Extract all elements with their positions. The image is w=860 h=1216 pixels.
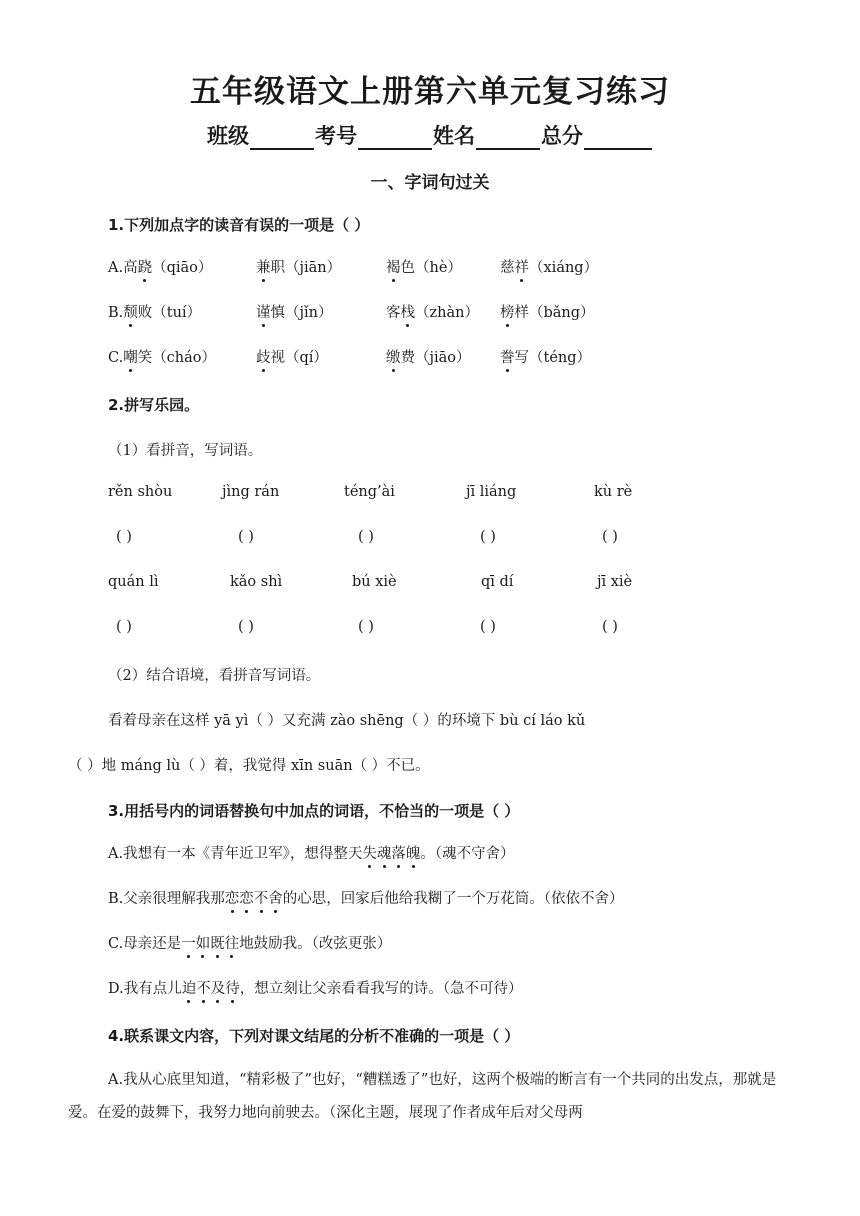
word-part: 费 xyxy=(400,350,415,366)
pinyin-item: qī dí xyxy=(481,574,514,590)
dotted-char: 恋 xyxy=(239,887,254,908)
dotted-char: 兼 xyxy=(256,256,271,277)
dotted-char: 祥 xyxy=(515,256,530,277)
q1-option-c-word xyxy=(500,346,591,367)
question-2-sub2: （2）结合语境，看拼音写词语。 xyxy=(108,668,321,684)
option-text: C.母亲还是 xyxy=(108,936,182,952)
question-2-sub1: （1）看拼音，写词语。 xyxy=(108,443,263,459)
word-part: 色 xyxy=(400,260,415,276)
question-1-stem: 1.下列加点字的读音有误的一项是（ ） xyxy=(108,216,370,234)
option-text: B.父亲很理解我那 xyxy=(108,891,225,907)
option-text: A.我想有一本《青年近卫军》，想得整天 xyxy=(108,846,363,862)
answer-bracket[interactable]: ( ) xyxy=(116,619,132,635)
dotted-char: 歧 xyxy=(256,346,271,367)
pinyin: （xiáng） xyxy=(529,260,599,276)
dotted-char: 不 xyxy=(254,887,269,908)
dotted-char: 栈 xyxy=(401,301,416,322)
dotted-char: 及 xyxy=(211,977,226,998)
word-part: 慈 xyxy=(500,260,515,276)
name-blank[interactable] xyxy=(476,126,540,150)
answer-bracket[interactable]: ( ) xyxy=(358,529,374,545)
q3-option xyxy=(108,887,624,908)
answer-bracket[interactable]: ( ) xyxy=(358,619,374,635)
q1-option-a-word xyxy=(108,256,212,277)
page-title: 五年级语文上册第六单元复习练习 xyxy=(190,74,670,110)
student-info-line xyxy=(0,120,860,150)
word-part: 败 xyxy=(137,305,153,321)
dotted-char: 一 xyxy=(181,932,196,953)
context-line-2: （ ）地 máng lù（ ）着，我觉得 xīn suān（ ）不已。 xyxy=(68,758,430,774)
pinyin-item: jī liáng xyxy=(466,484,517,500)
q1-option-a-word xyxy=(256,256,341,277)
pinyin-item: kǎo shì xyxy=(230,574,283,590)
dotted-char: 不 xyxy=(196,977,211,998)
dotted-char: 誊 xyxy=(500,346,515,367)
dotted-char: 跷 xyxy=(138,256,153,277)
answer-bracket[interactable]: ( ) xyxy=(602,529,618,545)
dotted-char: 谨 xyxy=(256,301,271,322)
pinyin-item: kù rè xyxy=(594,484,633,500)
dotted-char: 往 xyxy=(225,932,240,953)
dotted-char: 缴 xyxy=(386,346,401,367)
pinyin: （jǐn） xyxy=(285,305,333,321)
score-blank[interactable] xyxy=(584,126,652,150)
dotted-char: 恋 xyxy=(225,887,240,908)
pinyin: （jiān） xyxy=(285,260,342,276)
question-4-option-a: A.我从心底里知道，“精彩极了”也好，“糟糕透了”也好，这两个极端的断言有一个共同的出发点，那就是爱。在爱的鼓舞下，我努力地向前驶去。（深化主题，展现了作者成年后对父母两 xyxy=(68,1072,777,1121)
answer-bracket[interactable]: ( ) xyxy=(480,619,496,635)
context-line-1: 看着母亲在这样 yā yì（ ）又充满 zào shēng（ ）的环境下 bù cí láo kǔ xyxy=(108,713,586,729)
dotted-char: 失 xyxy=(362,842,377,863)
question-2-stem: 2.拼写乐园。 xyxy=(108,396,200,414)
option-text: 。（魂不守舍） xyxy=(420,846,515,862)
dotted-char: 既 xyxy=(210,932,225,953)
pinyin: （jiāo） xyxy=(415,350,471,366)
q1-option-b-word xyxy=(256,301,332,322)
option-text: 的心思，回家后他给我糊了一个万花筒。（依依不舍） xyxy=(282,891,624,907)
pinyin: （qí） xyxy=(285,350,328,366)
pinyin-item: rěn shòu xyxy=(108,484,173,500)
q1-option-a-word xyxy=(500,256,598,277)
word-part: 职 xyxy=(270,260,285,276)
pinyin: （hè） xyxy=(415,260,462,276)
dotted-char: 待 xyxy=(225,977,240,998)
dotted-char: 颓 xyxy=(123,301,138,322)
q1-option-b-word xyxy=(386,301,479,322)
q3-option xyxy=(108,932,391,953)
option-letter: C. xyxy=(108,350,124,366)
pinyin: （téng） xyxy=(529,350,592,366)
dotted-char: 舍 xyxy=(268,887,283,908)
dotted-char: 嘲 xyxy=(123,346,138,367)
answer-bracket[interactable]: ( ) xyxy=(238,619,254,635)
word-part: 客 xyxy=(386,305,401,321)
word-part: 笑 xyxy=(137,350,153,366)
option-text: 地鼓励我。（改弦更张） xyxy=(239,936,392,952)
answer-bracket[interactable]: ( ) xyxy=(480,529,496,545)
dotted-char: 迫 xyxy=(182,977,197,998)
pinyin: （tuí） xyxy=(152,305,202,321)
q1-option-c-word xyxy=(386,346,471,367)
option-text: D.我有点儿 xyxy=(108,981,182,997)
q1-option-c-word xyxy=(256,346,328,367)
pinyin: （bǎng） xyxy=(529,305,595,321)
dotted-char: 魂 xyxy=(377,842,392,863)
word-part: 慎 xyxy=(270,305,285,321)
dotted-char: 如 xyxy=(196,932,211,953)
word-part: 样 xyxy=(514,305,529,321)
answer-bracket[interactable]: ( ) xyxy=(116,529,132,545)
pinyin: （cháo） xyxy=(152,350,217,366)
pinyin-item: bú xiè xyxy=(352,574,397,590)
name-label: 姓名 xyxy=(433,124,475,148)
q1-option-b-word xyxy=(500,301,595,322)
pinyin: （qiāo） xyxy=(152,260,213,276)
q3-option xyxy=(108,977,522,998)
option-letter: A. xyxy=(108,260,124,276)
question-3-stem: 3.用括号内的词语替换句中加点的词语，不恰当的一项是（ ） xyxy=(108,802,520,820)
score-label: 总分 xyxy=(541,124,583,148)
dotted-char: 落 xyxy=(391,842,406,863)
q1-option-b-word xyxy=(108,301,201,322)
pinyin-item: téng’ài xyxy=(344,484,395,500)
class-blank[interactable] xyxy=(250,126,314,150)
number-label: 考号 xyxy=(315,124,357,148)
question-4-stem: 4.联系课文内容，下列对课文结尾的分析不准确的一项是（ ） xyxy=(108,1027,520,1045)
pinyin-item: quán lì xyxy=(108,574,159,590)
answer-bracket[interactable]: ( ) xyxy=(602,619,618,635)
word-part: 写 xyxy=(514,350,529,366)
class-label: 班级 xyxy=(207,124,249,148)
q1-option-a-word xyxy=(386,256,462,277)
pinyin-item: jìng rán xyxy=(222,484,280,500)
section-heading: 一、字词句过关 xyxy=(370,173,490,193)
pinyin: （zhàn） xyxy=(415,305,479,321)
word-part: 视 xyxy=(270,350,285,366)
dotted-char: 榜 xyxy=(500,301,515,322)
pinyin-item: jī xiè xyxy=(597,574,633,590)
dotted-char: 褐 xyxy=(386,256,401,277)
answer-bracket[interactable]: ( ) xyxy=(238,529,254,545)
option-letter: B. xyxy=(108,305,124,321)
option-text: ，想立刻让父亲看看我写的诗。（急不可待） xyxy=(239,981,523,997)
number-blank[interactable] xyxy=(358,126,432,150)
dotted-char: 魄 xyxy=(406,842,421,863)
q1-option-c-word xyxy=(108,346,216,367)
word-part: 高 xyxy=(123,260,138,276)
q3-option xyxy=(108,842,515,863)
